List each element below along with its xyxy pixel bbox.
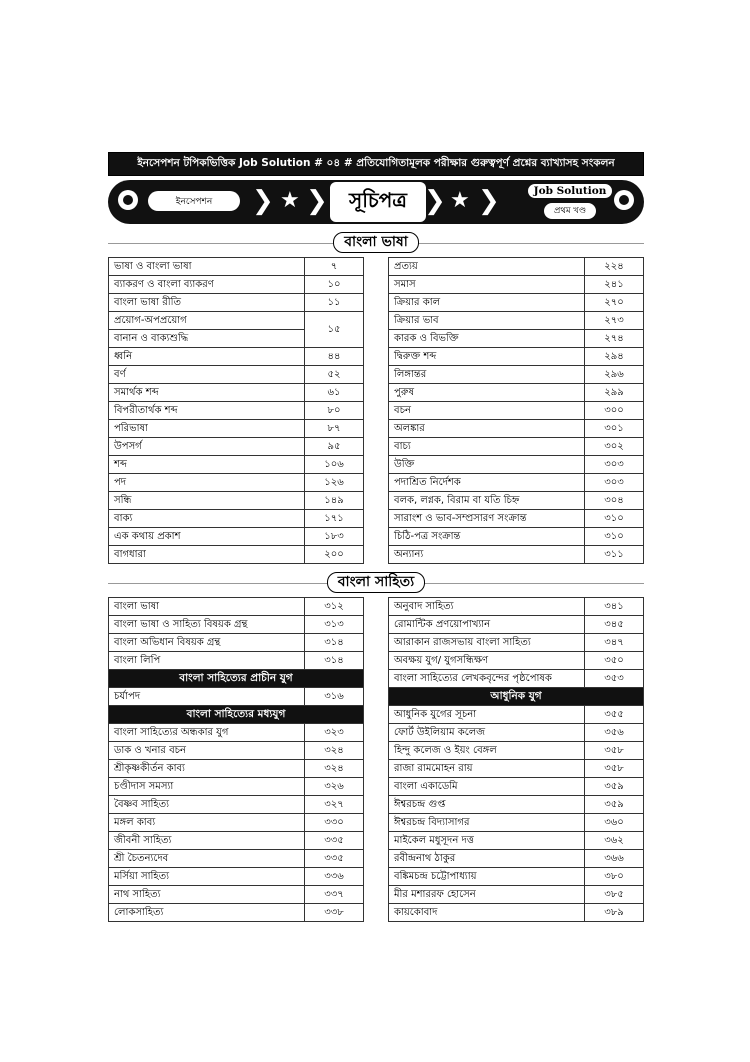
toc-page-number: ২০০ (324, 549, 344, 560)
toc-topic: বলক, লগ্নক, বিরাম বা যতি চিহ্ন (389, 492, 585, 509)
era-heading-label: বাংলা সাহিত্যের মধ্যযুগ (186, 708, 286, 720)
toc-page-number: ৩৫৩ (604, 673, 624, 684)
literature-left-column (108, 597, 364, 922)
toc-topic: আধুনিক যুগের সূচনা (389, 706, 585, 723)
toc-row (108, 688, 364, 706)
toc-topic: বাংলা অভিধান বিষয়ক গ্রন্থ (109, 634, 305, 651)
toc-page-number: ৩০১ (604, 423, 624, 434)
toc-topic: ডাক ও খনার বচন (109, 742, 305, 759)
toc-topic: প্রত্যয় (389, 258, 585, 275)
chevron-right-icon: ❯ (306, 186, 328, 216)
toc-row (108, 742, 364, 760)
toc-page-number: ৩১৩ (324, 619, 344, 630)
top-header-bar (108, 152, 644, 176)
toc-row (388, 474, 644, 492)
toc-topic: সন্ধি (109, 492, 305, 509)
toc-page-number: ৩০৪ (604, 495, 624, 506)
toc-topic: বর্ণ (109, 366, 305, 383)
toc-row (108, 276, 364, 294)
toc-page-number: ৩৬৬ (604, 853, 624, 864)
toc-page-number: ৩৫৮ (604, 745, 624, 756)
toc-row (108, 456, 364, 474)
toc-topic: মঙ্গল কাব্য (109, 814, 305, 831)
toc-topic (109, 312, 305, 347)
toc-topic: জীবনী সাহিত্য (109, 832, 305, 849)
toc-topic: বাংলা ভাষা (109, 598, 305, 615)
toc-topic: বাংলা ভাষা ও সাহিত্য বিষয়ক গ্রন্থ (109, 616, 305, 633)
toc-page-number: ২৪১ (604, 279, 624, 290)
toc-topic: বাক্য (109, 510, 305, 527)
toc-page-number: ৮৭ (327, 423, 341, 434)
toc-page-number: ৮০ (327, 405, 341, 416)
toc-row (388, 670, 644, 688)
toc-page-number: ২২৪ (604, 261, 624, 272)
toc-topic: রাজা রামমোহন রায় (389, 760, 585, 777)
toc-row (108, 474, 364, 492)
toc-topic: ক্রিয়ার ভাব (389, 312, 585, 329)
toc-row (388, 294, 644, 312)
toc-row (388, 778, 644, 796)
literature-right-column (388, 597, 644, 922)
toc-row (108, 850, 364, 868)
toc-page-number: ১২৬ (324, 477, 344, 488)
series-label: Job Solution (526, 182, 615, 200)
toc-topic: পুরুষ (389, 384, 585, 401)
toc-page-number: ৩২৪ (324, 763, 344, 774)
toc-topic: বঙ্কিমচন্দ্র চট্টোপাধ্যায় (389, 868, 585, 885)
toc-row (388, 904, 644, 922)
toc-row (108, 796, 364, 814)
toc-row (388, 402, 644, 420)
toc-page-number: ৩১০ (604, 531, 624, 542)
toc-page-number: ৩৬২ (604, 835, 624, 846)
toc-row (108, 348, 364, 366)
toc-topic: অবক্ষয় যুগ/ যুগসন্ধিক্ষণ (389, 652, 585, 669)
toc-row (108, 760, 364, 778)
toc-row (388, 456, 644, 474)
toc-row (388, 652, 644, 670)
toc-page-number: ৩১২ (324, 601, 344, 612)
toc-row (108, 510, 364, 528)
toc-page-number: ৩৩৭ (324, 889, 344, 900)
toc-page-number: ৩৫৫ (604, 709, 624, 720)
toc-topic: ঈশ্বরচন্দ্র গুপ্ত (389, 796, 585, 813)
toc-row (388, 850, 644, 868)
circle-icon (118, 190, 138, 210)
toc-topic: বাচ্য (389, 438, 585, 455)
toc-topic: বাংলা সাহিত্যের অন্ধকার যুগ (109, 724, 305, 741)
toc-topic-line: প্রয়োগ-অপপ্রয়োগ (109, 312, 304, 330)
toc-row (388, 546, 644, 564)
toc-row (108, 868, 364, 886)
toc-row (108, 384, 364, 402)
brand-pill: ইনসেপশন (148, 191, 240, 211)
toc-row (388, 616, 644, 634)
toc-topic: লিঙ্গান্তর (389, 366, 585, 383)
toc-topic: পরিভাষা (109, 420, 305, 437)
toc-row (108, 312, 364, 348)
toc-row (108, 546, 364, 564)
toc-page-number: ৫২ (327, 369, 341, 380)
toc-topic: ধ্বনি (109, 348, 305, 365)
toc-topic: শ্রী চৈতন্যদেব (109, 850, 305, 867)
toc-row (388, 492, 644, 510)
toc-topic: সমার্থক শব্দ (109, 384, 305, 401)
toc-topic: বচন (389, 402, 585, 419)
section-heading-language: বাংলা ভাষা (108, 232, 644, 253)
toc-row (388, 742, 644, 760)
toc-row (388, 634, 644, 652)
toc-page-number: ৩৩৫ (324, 835, 344, 846)
toc-topic: ফোর্ট উইলিয়াম কলেজ (389, 724, 585, 741)
toc-row (108, 294, 364, 312)
volume-label: প্রথম খণ্ড (544, 203, 596, 219)
toc-row (388, 597, 644, 616)
toc-row (108, 814, 364, 832)
toc-row (108, 402, 364, 420)
toc-page-number: ৩৪৭ (604, 637, 624, 648)
toc-page-number: ৩৮০ (604, 871, 624, 882)
star-icon: ★ (280, 188, 300, 213)
toc-topic: ঈশ্বরচন্দ্র বিদ্যাসাগর (389, 814, 585, 831)
toc-page-number: ৭ (330, 261, 338, 272)
toc-page-number: ৩১৪ (324, 655, 344, 666)
toc-row (388, 366, 644, 384)
toc-topic: পদ (109, 474, 305, 491)
toc-row (108, 257, 364, 276)
toc-topic: চর্যাপদ (109, 688, 305, 705)
toc-row (388, 724, 644, 742)
toc-page-number: ১০ (327, 279, 341, 290)
toc-page-number: ১৪৯ (324, 495, 344, 506)
header-line: ইনসেপশন টপিকভিত্তিক Job Solution # ০৪ # প্রতিযোগিতামূলক পরীক্ষার গুরুত্বপূর্ণ প্রশ্নের ব্যাখ্যাসহ সংকলন (137, 156, 615, 169)
toc-topic: আরাকান রাজসভায় বাংলা সাহিত্য (389, 634, 585, 651)
toc-page-number: ৬১ (327, 387, 341, 398)
toc-page-number: ৯৫ (327, 441, 341, 452)
toc-page-number: ২৯৯ (604, 387, 624, 398)
toc-row (388, 814, 644, 832)
toc-page-number: ৩৫৯ (604, 799, 624, 810)
toc-topic: ব্যাকরণ ও বাংলা ব্যাকরণ (109, 276, 305, 293)
toc-row (108, 634, 364, 652)
toc-page-number: ৩৬০ (604, 817, 624, 828)
toc-topic: চিঠি-পত্র সংক্রান্ত (389, 528, 585, 545)
literature-table (108, 597, 644, 922)
toc-row (108, 616, 364, 634)
toc-page-number: ৩১৪ (324, 637, 344, 648)
star-icon: ★ (450, 188, 470, 213)
toc-page-number: ৩৫৯ (604, 781, 624, 792)
toc-row (388, 348, 644, 366)
toc-topic: বাগধারা (109, 546, 305, 563)
toc-row (388, 312, 644, 330)
toc-topic: চণ্ডীদাস সমস্যা (109, 778, 305, 795)
toc-row (388, 257, 644, 276)
toc-row (108, 778, 364, 796)
toc-page-number: ২৭০ (604, 297, 624, 308)
toc-page-number: ৩৮৫ (604, 889, 624, 900)
circle-icon (614, 190, 634, 210)
toc-topic: শব্দ (109, 456, 305, 473)
toc-topic: বাংলা সাহিত্যের লেখকবৃন্দের পৃষ্ঠপোষক (389, 670, 585, 687)
toc-row (388, 420, 644, 438)
language-table (108, 257, 644, 564)
toc-topic: রবীন্দ্রনাথ ঠাকুর (389, 850, 585, 867)
toc-row (108, 492, 364, 510)
toc-row (108, 832, 364, 850)
toc-row (108, 366, 364, 384)
chevron-right-icon: ❯ (424, 186, 446, 216)
toc-page-number: ১৮৩ (324, 531, 344, 542)
language-left-column (108, 257, 364, 564)
toc-page-number: ২৭৪ (604, 333, 624, 344)
toc-row (388, 330, 644, 348)
toc-row (388, 276, 644, 294)
toc-row (388, 832, 644, 850)
toc-page-number: ৩১০ (604, 513, 624, 524)
toc-page-number: ৪৪ (327, 351, 341, 362)
toc-topic: লোকসাহিত্য (109, 904, 305, 921)
toc-page-number: ৩০২ (604, 441, 624, 452)
toc-row (108, 438, 364, 456)
toc-row (108, 724, 364, 742)
toc-topic: মর্সিয়া সাহিত্য (109, 868, 305, 885)
toc-page-number: ৩২৬ (324, 781, 344, 792)
era-heading (108, 706, 364, 724)
era-heading-label: বাংলা সাহিত্যের প্রাচীন যুগ (179, 672, 293, 684)
toc-topic: বিপরীতার্থক শব্দ (109, 402, 305, 419)
toc-page-number: ২৯৬ (604, 369, 624, 380)
toc-row (388, 510, 644, 528)
toc-topic: বাংলা লিপি (109, 652, 305, 669)
toc-row (388, 796, 644, 814)
toc-page-number: ২৯৪ (604, 351, 624, 362)
toc-topic: সমাস (389, 276, 585, 293)
toc-page-number: ৩৩০ (324, 817, 344, 828)
toc-page-number: ৩২৭ (324, 799, 344, 810)
toc-topic: অলঙ্কার (389, 420, 585, 437)
toc-topic: বাংলা একাডেমি (389, 778, 585, 795)
toc-page-number: ৩০৩ (604, 459, 624, 470)
toc-topic: মীর মশাররফ হোসেন (389, 886, 585, 903)
title-banner (108, 180, 644, 224)
toc-page-number: ১৭১ (324, 513, 344, 524)
toc-row (108, 886, 364, 904)
toc-row (388, 760, 644, 778)
toc-topic: অন্যান্য (389, 546, 585, 563)
toc-topic: বাংলা ভাষা রীতি (109, 294, 305, 311)
toc-page-number: ৩২৪ (324, 745, 344, 756)
toc-row (388, 868, 644, 886)
toc-page-number: ৩৫০ (604, 655, 624, 666)
toc-page-number: ১৫ (327, 324, 341, 335)
toc-topic: কারক ও বিভক্তি (389, 330, 585, 347)
chevron-right-icon: ❯ (252, 186, 274, 216)
toc-page-number: ২৭৩ (604, 315, 624, 326)
toc-row (108, 597, 364, 616)
toc-row (388, 886, 644, 904)
section-heading-literature: বাংলা সাহিত্য (108, 572, 644, 593)
toc-topic: নাথ সাহিত্য (109, 886, 305, 903)
toc-topic: এক কথায় প্রকাশ (109, 528, 305, 545)
toc-page-number: ৩৫৮ (604, 763, 624, 774)
toc-page-number: ৩০০ (604, 405, 624, 416)
toc-row (388, 528, 644, 546)
toc-page-number: ১১ (327, 297, 341, 308)
toc-topic: সারাংশ ও ভাব-সম্প্রসারণ সংক্রান্ত (389, 510, 585, 527)
toc-topic: শ্রীকৃষ্ণকীর্তন কাব্য (109, 760, 305, 777)
toc-page-number: ৩০৩ (604, 477, 624, 488)
toc-topic-line: বানান ও বাক্যশুদ্ধি (114, 333, 189, 344)
series-badge (530, 182, 610, 219)
toc-page-number: ৩১৬ (324, 691, 344, 702)
toc-page-number: ৩৩৮ (324, 907, 344, 918)
era-heading (388, 688, 644, 706)
toc-page-number: ৩৪১ (604, 601, 624, 612)
toc-page-number: ৩৩৫ (324, 853, 344, 864)
toc-row (108, 652, 364, 670)
toc-topic: ক্রিয়ার কাল (389, 294, 585, 311)
toc-row (388, 706, 644, 724)
toc-row (388, 438, 644, 456)
toc-page-number: ৩৩৬ (324, 871, 344, 882)
toc-topic: ভাষা ও বাংলা ভাষা (109, 258, 305, 275)
toc-topic: মাইকেল মধুসূদন দত্ত (389, 832, 585, 849)
page-title: সূচিপত্র (330, 182, 426, 222)
toc-topic: উক্তি (389, 456, 585, 473)
toc-row (108, 904, 364, 922)
toc-topic: বৈষ্ণব সাহিত্য (109, 796, 305, 813)
era-heading-label: আধুনিক যুগ (490, 690, 542, 702)
toc-topic: পদাশ্রিত নির্দেশক (389, 474, 585, 491)
toc-page-number: ৩৮৯ (604, 907, 624, 918)
language-right-column (388, 257, 644, 564)
toc-row (108, 528, 364, 546)
chevron-right-icon: ❯ (478, 186, 500, 216)
toc-row (108, 420, 364, 438)
toc-page-number: ৩২৩ (324, 727, 344, 738)
toc-topic: রোমান্টিক প্রণয়োপাখ্যান (389, 616, 585, 633)
toc-topic: অনুবাদ সাহিত্য (389, 598, 585, 615)
toc-topic: দ্বিরুক্ত শব্দ (389, 348, 585, 365)
toc-topic: কায়কোবাদ (389, 904, 585, 921)
toc-page-number: ৩৫৬ (604, 727, 624, 738)
toc-page-number: ৩১১ (604, 549, 624, 560)
toc-page (108, 152, 644, 922)
toc-topic: হিন্দু কলেজ ও ইয়ং বেঙ্গল (389, 742, 585, 759)
toc-topic: উপসর্গ (109, 438, 305, 455)
toc-page-number: ৩৪৫ (604, 619, 624, 630)
toc-row (388, 384, 644, 402)
toc-page-number: ১০৬ (324, 459, 344, 470)
era-heading (108, 670, 364, 688)
